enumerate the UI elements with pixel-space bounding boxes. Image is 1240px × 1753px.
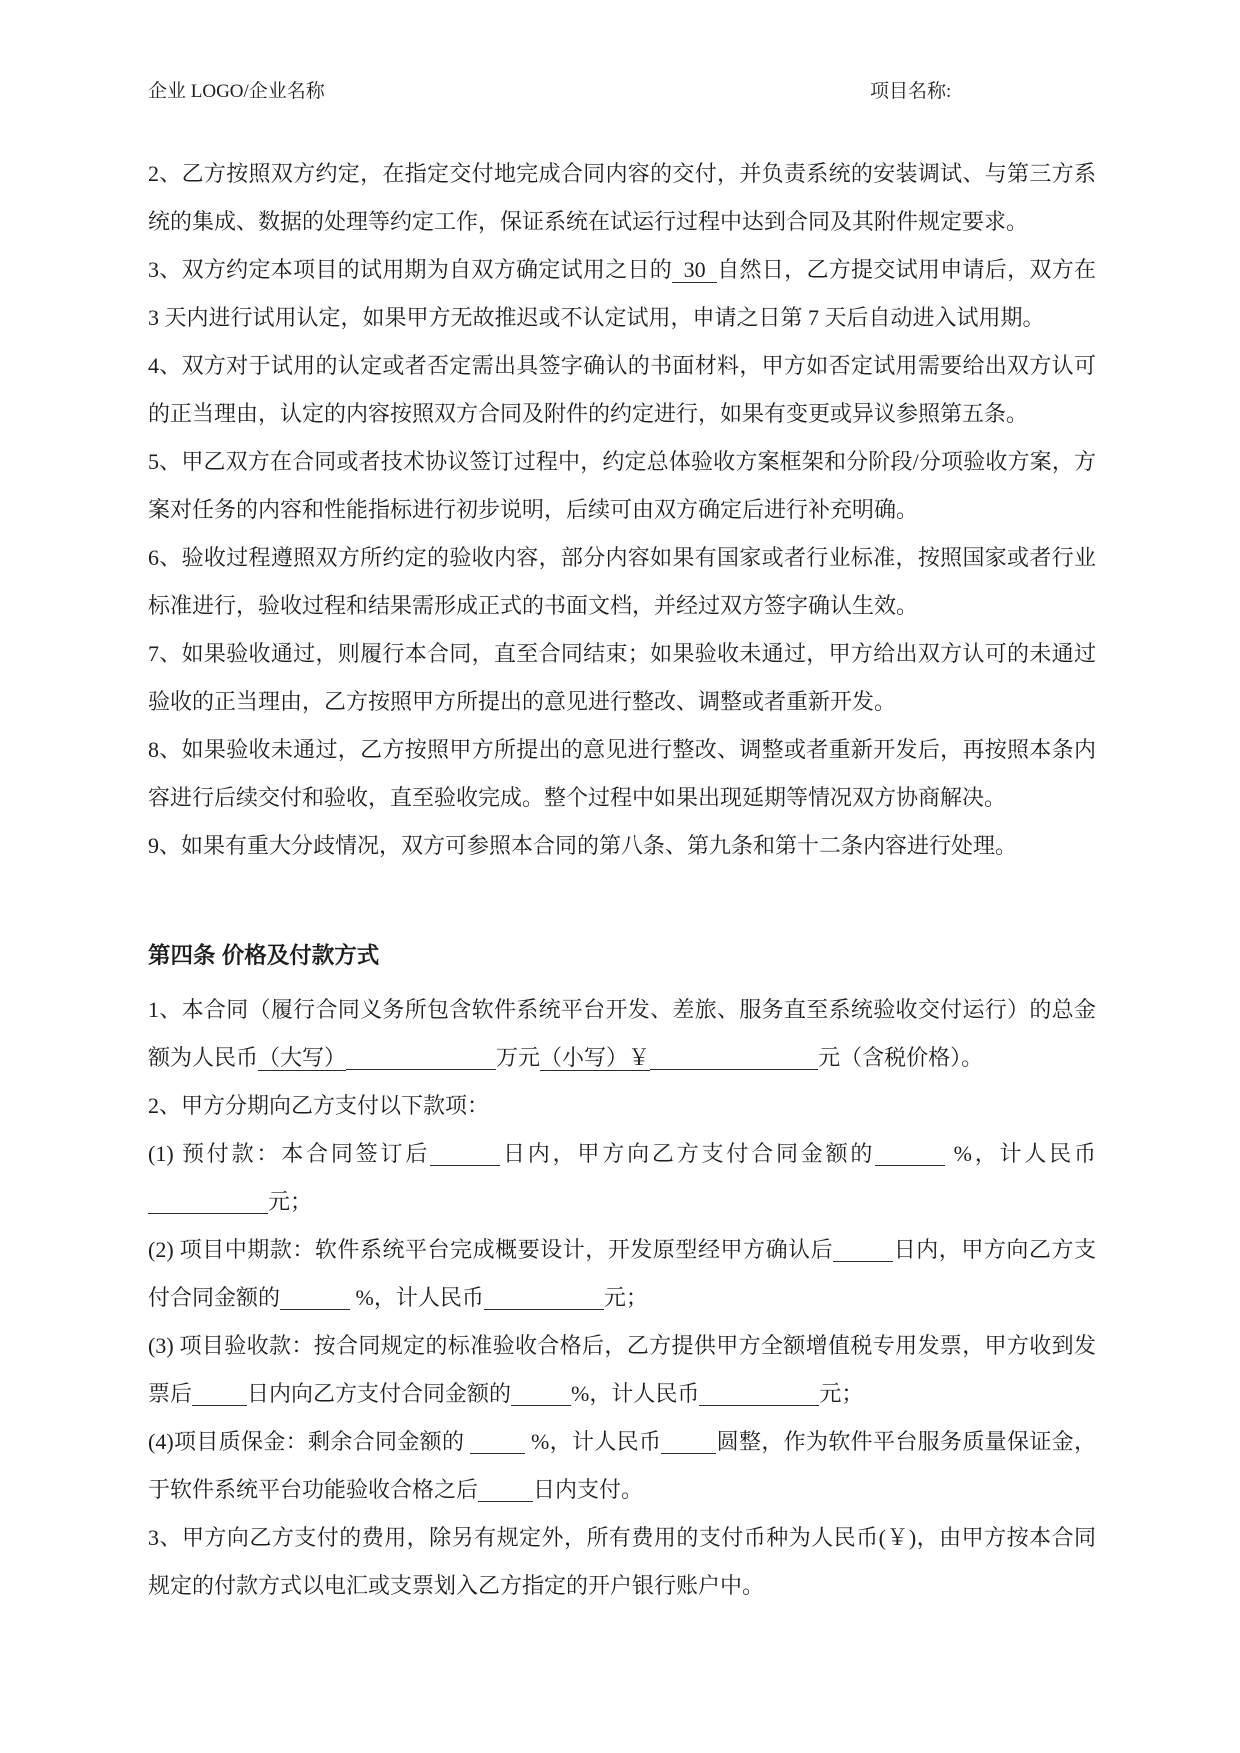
text-run: 3、双方约定本项目的试用期为自双方确定试用之日的 [148,257,673,282]
clause-9-dispute [148,822,1096,870]
clause-5-acceptance-plan [148,438,1096,534]
fill-in-blank [470,1431,525,1454]
text-run: 8、如果验收未通过，乙方按照甲方所提出的意见进行整改、调整或者重新开发后，再按照本条内容进行后续交付和验收，直至验收完成。整个过程中如果出现延期等情况双方协商解决。 [148,737,1096,810]
text-run: 日内支付。 [533,1477,644,1502]
clause-8-rework [148,726,1096,822]
text-run: 1、本合同（履行合同义务所包含软件系统平台开发、差旅、服务直至系统验收交付运行）的总金额为人民币 [148,997,1096,1070]
text-run: （大写） [258,1045,347,1070]
text-run: 9、如果有重大分歧情况，双方可参照本合同的第八条、第九条和第十二条内容进行处理。 [148,833,1018,858]
fill-in-blank [280,1287,350,1310]
text-run: (2) 项目中期款：软件系统平台完成概要设计，开发原型经甲方确认后 [148,1237,834,1262]
text-run: 日内，甲方向乙方支付合同金额的 [148,1237,1096,1310]
text-run: 日内向乙方支付合同金额的 [247,1381,512,1406]
project-name-label: 项目名称: [870,81,952,102]
fill-in-blank [346,1047,496,1070]
section-heading-article-4 [148,932,1096,980]
text-run: 元； [603,1285,648,1310]
fill-in-blank [430,1143,500,1166]
contract-body [148,150,1096,1610]
fill-in-blank [875,1143,945,1166]
text-run: %，计人民币 [945,1141,1096,1166]
clause-7-pass-fail [148,630,1096,726]
clause-4-confirmation [148,342,1096,438]
payment-item-3-acceptance [148,1322,1096,1418]
payment-item-4-warranty [148,1418,1096,1514]
text-run: 第四条 价格及付款方式 [148,943,380,968]
clause-3-trial-period [148,246,1096,342]
clause-currency-method [148,1514,1096,1610]
text-run: (4)项目质保金：剩余合同金额的 [148,1429,471,1454]
fill-in-blank [511,1383,571,1406]
fill-in-blank [478,1479,533,1502]
text-run: 圆整，作为软件平台服务质量保证金，于软件系统平台功能验收合格之后 [148,1429,1096,1502]
text-run: 3、甲方向乙方支付的费用，除另有规定外，所有费用的支付币种为人民币(￥)，由甲方按本合同规定的付款方式以电汇或支票划入乙方指定的开户银行账户中。 [148,1525,1096,1598]
text-run: （小写）￥ [540,1045,651,1070]
text-run: 万元 [496,1045,541,1070]
text-run: 2、甲方分期向乙方支付以下款项： [148,1093,490,1118]
text-run: 4、双方对于试用的认定或者否定需出具签字确认的书面材料，甲方如否定试用需要给出双方认可的正当理由，认定的内容按照双方合同及附件的约定进行，如果有变更或异议参照第五条。 [148,353,1096,426]
text-run: (3) 项目验收款：按合同规定的标准验收合格后，乙方提供甲方全额增值税专用发票，甲方收到发票后 [148,1333,1096,1406]
text-run: 7、如果验收通过，则履行本合同，直至合同结束；如果验收未通过，甲方给出双方认可的未通过验收的正当理由，乙方按照甲方所提出的意见进行整改、调整或者重新开发。 [148,641,1096,714]
fill-in-blank [699,1383,819,1406]
text-run: %，计人民币 [525,1429,662,1454]
page-header [148,80,1096,104]
payment-installments-intro [148,1082,1096,1130]
company-logo-label: 企业 LOGO/企业名称 [148,81,325,102]
payment-item-2-midterm [148,1226,1096,1322]
text-run: 30 [672,257,718,282]
text-run: 元； [268,1189,313,1214]
clause-2-delivery [148,150,1096,246]
text-run: %，计人民币 [571,1381,700,1406]
payment-item-1-advance [148,1130,1096,1226]
fill-in-blank [833,1239,893,1262]
fill-in-blank [192,1383,247,1406]
text-run: (1) 预付款：本合同签订后 [148,1141,431,1166]
fill-in-blank [484,1287,604,1310]
fill-in-blank [148,1191,268,1214]
text-run: 2、乙方按照双方约定，在指定交付地完成合同内容的交付，并负责系统的安装调试、与第三方系统的集成、数据的处理等约定工作，保证系统在试运行过程中达到合同及其附件规定要求。 [148,161,1096,234]
fill-in-blank [650,1047,818,1070]
price-total-amount [148,986,1096,1082]
text-run: %，计人民币 [350,1285,484,1310]
text-run: 5、甲乙双方在合同或者技术协议签订过程中，约定总体验收方案框架和分阶段/分项验收方案，方案对任务的内容和性能指标进行初步说明，后续可由双方确定后进行补充明确。 [148,449,1096,522]
clause-6-standards [148,534,1096,630]
text-run: 日内，甲方向乙方支付合同金额的 [500,1141,876,1166]
text-run: 自然日，乙方提交试用申请后，双方在 3 天内进行试用认定，如果甲方无故推迟或不认定试用，申请之日第 7 天后自动进入试用期。 [148,257,1096,330]
fill-in-blank [661,1431,716,1454]
text-run: 6、验收过程遵照双方所约定的验收内容，部分内容如果有国家或者行业标准，按照国家或者行业标准进行，验收过程和结果需形成正式的书面文档，并经过双方签字确认生效。 [148,545,1096,618]
text-run: 元（含税价格）。 [818,1045,984,1070]
text-run: 元； [819,1381,864,1406]
